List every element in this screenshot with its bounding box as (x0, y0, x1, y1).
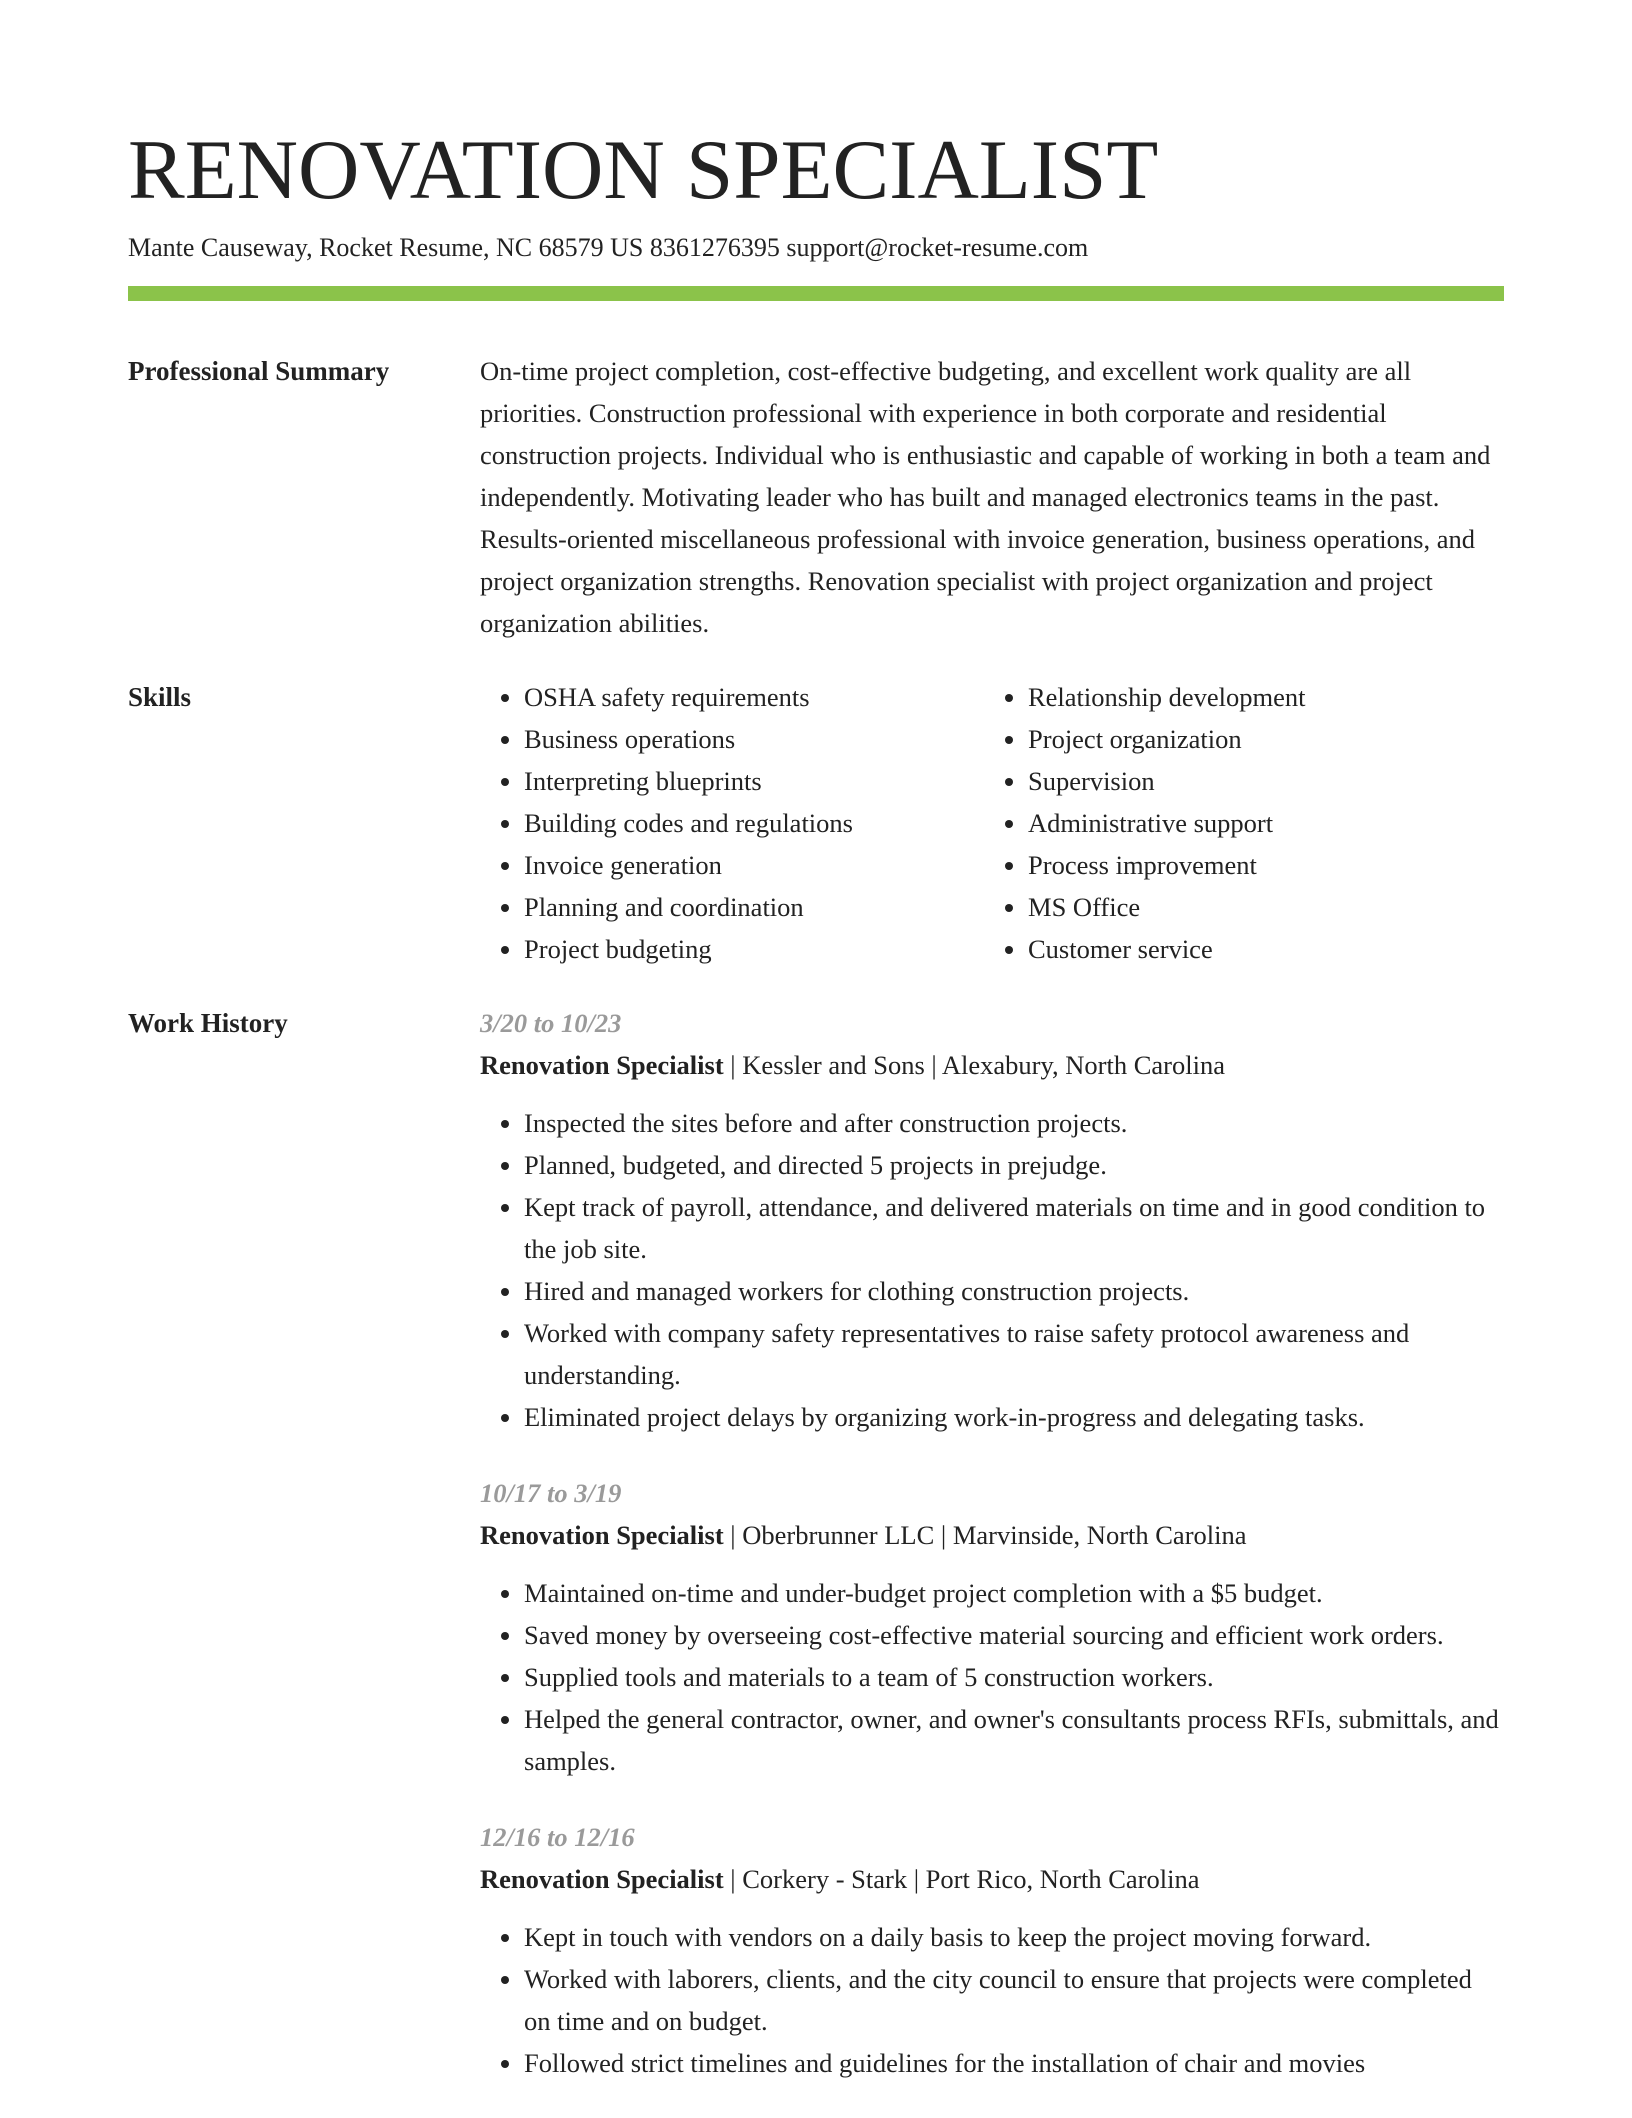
skill-item: • Customer service (1028, 928, 1488, 970)
email: support@rocket-resume.com (786, 233, 1089, 262)
job-bullet: • Supplied tools and materials to a team of 5 construction workers. (524, 1656, 1504, 1698)
skill-item: • Administrative support (1028, 802, 1488, 844)
skill-item: • Process improvement (1028, 844, 1488, 886)
job-title: Renovation Specialist (480, 1864, 724, 1894)
job-bullet: • Hired and managed workers for clothing construction projects. (524, 1270, 1504, 1312)
skills-list-left (480, 676, 984, 970)
job-bullet: • Kept in touch with vendors on a daily basis to keep the project moving forward. (524, 1916, 1504, 1958)
summary-heading: Professional Summary (128, 356, 390, 386)
job-bullets (480, 1102, 1504, 1438)
job-entry (480, 1472, 1504, 1782)
skill-item: • MS Office (1028, 886, 1488, 928)
skill-item: • Planning and coordination (524, 886, 984, 928)
header-divider (128, 286, 1504, 301)
skill-item: • Relationship development (1028, 676, 1488, 718)
job-dates: 10/17 to 3/19 (480, 1478, 622, 1508)
skill-item: • Supervision (1028, 760, 1488, 802)
summary-body (480, 350, 1504, 644)
skill-item: • Interpreting blueprints (524, 760, 984, 802)
job-location: Alexabury, North Carolina (941, 1050, 1225, 1080)
job-bullet: • Helped the general contractor, owner, and owner's consultants process RFIs, submittals, and samples. (524, 1698, 1504, 1782)
job-heading (480, 1514, 1504, 1556)
phone: 8361276395 (649, 233, 780, 262)
job-entry (480, 1816, 1504, 2084)
skill-item: • Invoice generation (524, 844, 984, 886)
job-bullet: • Worked with company safety representatives to raise safety protocol awareness and understanding. (524, 1312, 1504, 1396)
contact-line (128, 230, 1088, 266)
job-bullets (480, 1916, 1504, 2084)
skill-item: • Building codes and regulations (524, 802, 984, 844)
job-heading (480, 1858, 1504, 1900)
job-bullet: • Saved money by overseeing cost-effective material sourcing and efficient work orders. (524, 1614, 1504, 1656)
skill-item: • Project organization (1028, 718, 1488, 760)
summary-text: On-time project completion, cost-effective budgeting, and excellent work quality are all priorities. Construction professional with experience in both corporate and residential construction projects. Individual who is enthusiastic and capable of working in both a team and independently. Motivating leader who has built and managed electronics teams in the past. Results-oriented miscellaneous professional with invoice generation, business operations, and project organization strengths. Renovation specialist with project organization and project organization abilities. (480, 356, 1491, 638)
work-history-body (480, 1002, 1504, 2118)
skill-item: • OSHA safety requirements (524, 676, 984, 718)
separator: | (907, 1864, 926, 1894)
separator: | (723, 1520, 743, 1550)
address: Mante Causeway, Rocket Resume, NC 68579 US (128, 233, 644, 262)
resume-title: RENOVATION SPECIALIST (128, 123, 1159, 217)
skill-item: • Business operations (524, 718, 984, 760)
work-history-heading: Work History (128, 1008, 288, 1038)
skill-item: • Project budgeting (524, 928, 984, 970)
job-dates: 3/20 to 10/23 (480, 1008, 622, 1038)
separator: | (723, 1864, 743, 1894)
separator: | (723, 1050, 743, 1080)
skills-list-right (984, 676, 1488, 970)
job-bullet: • Planned, budgeted, and directed 5 projects in prejudge. (524, 1144, 1504, 1186)
job-dates: 12/16 to 12/16 (480, 1822, 635, 1852)
job-title: Renovation Specialist (480, 1050, 724, 1080)
skills-body (480, 676, 1504, 970)
job-company: Kessler and Sons (742, 1050, 925, 1080)
job-company: Oberbrunner LLC (742, 1520, 935, 1550)
job-bullet: • Maintained on-time and under-budget project completion with a $5 budget. (524, 1572, 1504, 1614)
separator: | (934, 1520, 953, 1550)
job-company: Corkery - Stark (742, 1864, 908, 1894)
job-location: Port Rico, North Carolina (925, 1864, 1200, 1894)
job-bullet: • Eliminated project delays by organizing work-in-progress and delegating tasks. (524, 1396, 1504, 1438)
job-bullet: • Inspected the sites before and after construction projects. (524, 1102, 1504, 1144)
job-heading (480, 1044, 1504, 1086)
job-bullets (480, 1572, 1504, 1782)
job-bullet: • Followed strict timelines and guidelines for the installation of chair and movies (524, 2042, 1504, 2084)
job-entry (480, 1002, 1504, 1438)
job-bullet: • Kept track of payroll, attendance, and delivered materials on time and in good condition to the job site. (524, 1186, 1504, 1270)
job-title: Renovation Specialist (480, 1520, 724, 1550)
job-bullet: • Worked with laborers, clients, and the city council to ensure that projects were completed on time and on budget. (524, 1958, 1504, 2042)
job-location: Marvinside, North Carolina (952, 1520, 1247, 1550)
skills-heading: Skills (128, 682, 192, 712)
separator: | (924, 1050, 942, 1080)
